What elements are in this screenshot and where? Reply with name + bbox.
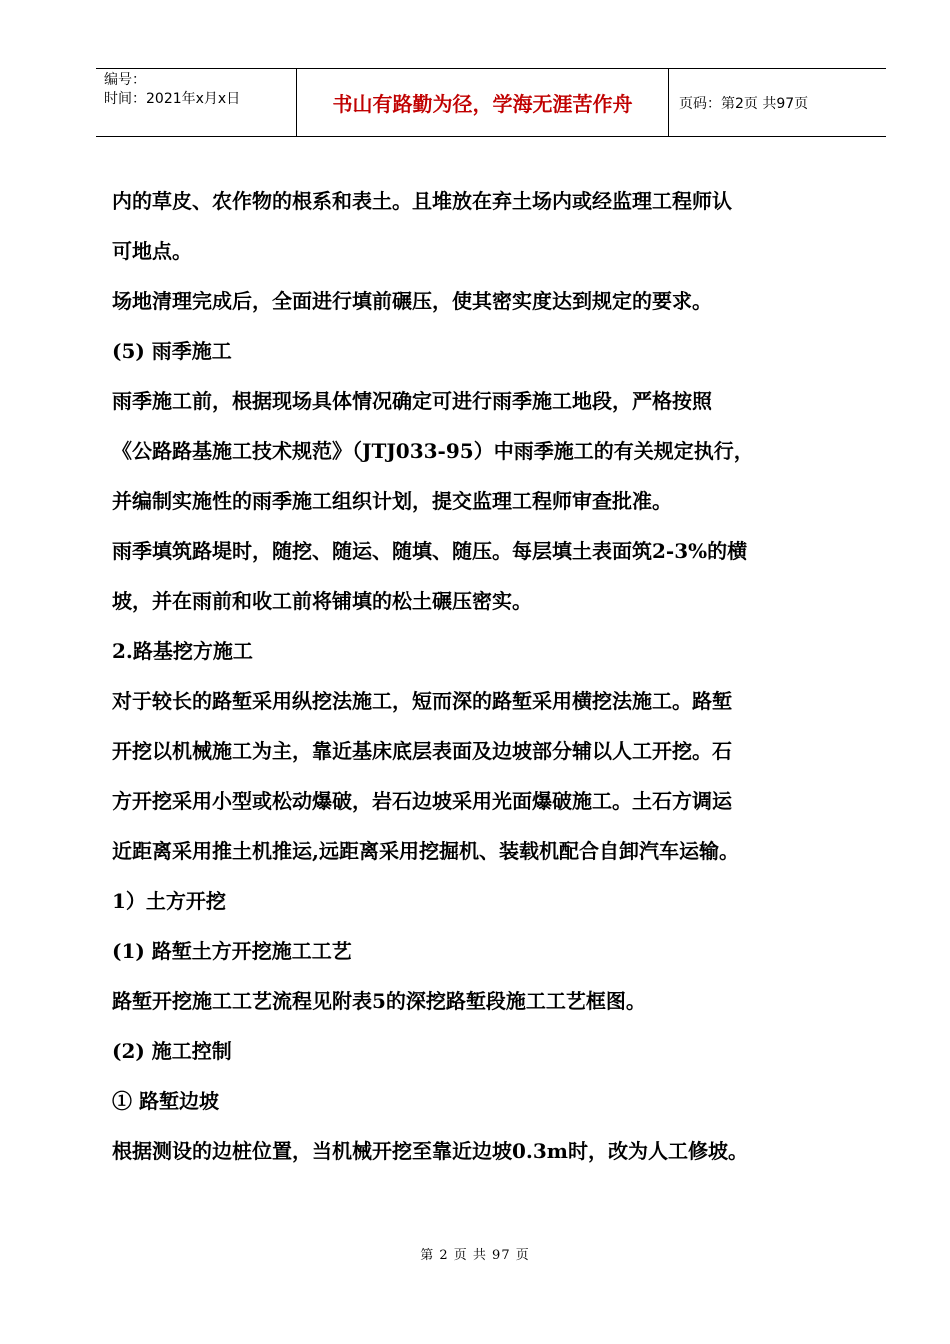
body-line: 对于较长的路堑采用纵挖法施工，短而深的路堑采用横挖法施工。路堑 <box>112 689 732 713</box>
body-line: 场地清理完成后，全面进行填前碾压，使其密实度达到规定的要求。 <box>112 289 712 313</box>
section-heading: 1）土方开挖 <box>112 889 226 913</box>
body-line: 坡，并在雨前和收工前将铺填的松土碾压密实。 <box>112 589 532 613</box>
header-page-info: 页码：第2页 共97页 <box>679 95 809 112</box>
document-number-label: 编号： <box>104 72 146 88</box>
document-time-label: 时间：2021年x月x日 <box>104 91 241 107</box>
body-line: 路堑开挖施工工艺流程见附表5的深挖路堑段施工工艺框图。 <box>112 989 646 1013</box>
body-line: 并编制实施性的雨季施工组织计划，提交监理工程师审查批准。 <box>112 489 672 513</box>
body-line: 近距离采用推土机推运,远距离采用挖掘机、装载机配合自卸汽车运输。 <box>112 839 739 863</box>
body-line: 开挖以机械施工为主，靠近基床底层表面及边坡部分辅以人工开挖。石 <box>112 739 732 763</box>
section-heading: 2.路基挖方施工 <box>112 639 253 663</box>
section-heading: (5) 雨季施工 <box>112 339 232 363</box>
page-footer: 第 2 页 共 97 页 <box>420 1248 530 1263</box>
body-line: 内的草皮、农作物的根系和表土。且堆放在弃土场内或经监理工程师认 <box>112 189 732 213</box>
header-meta-cell <box>96 69 297 136</box>
body-line: 可地点。 <box>112 239 192 263</box>
body-line: 根据测设的边桩位置，当机械开挖至靠近边坡0.3m时，改为人工修坡。 <box>112 1139 748 1163</box>
section-heading: (1) 路堑土方开挖施工工艺 <box>112 939 352 963</box>
header-motto: 书山有路勤为径，学海无涯苦作舟 <box>297 69 669 136</box>
page-header <box>96 68 886 137</box>
body-line: 雨季施工前，根据现场具体情况确定可进行雨季施工地段，严格按照 <box>112 389 712 413</box>
body-line: 雨季填筑路堤时，随挖、随运、随填、随压。每层填土表面筑2-3%的横 <box>112 539 748 563</box>
body-line: 方开挖采用小型或松动爆破，岩石边坡采用光面爆破施工。土石方调运 <box>112 789 732 813</box>
body-line: 《公路路基施工技术规范》（JTJ033-95）中雨季施工的有关规定执行， <box>112 439 754 463</box>
section-heading: (2) 施工控制 <box>112 1039 232 1063</box>
document-body <box>112 176 872 1176</box>
section-heading: ① 路堑边坡 <box>112 1089 219 1113</box>
